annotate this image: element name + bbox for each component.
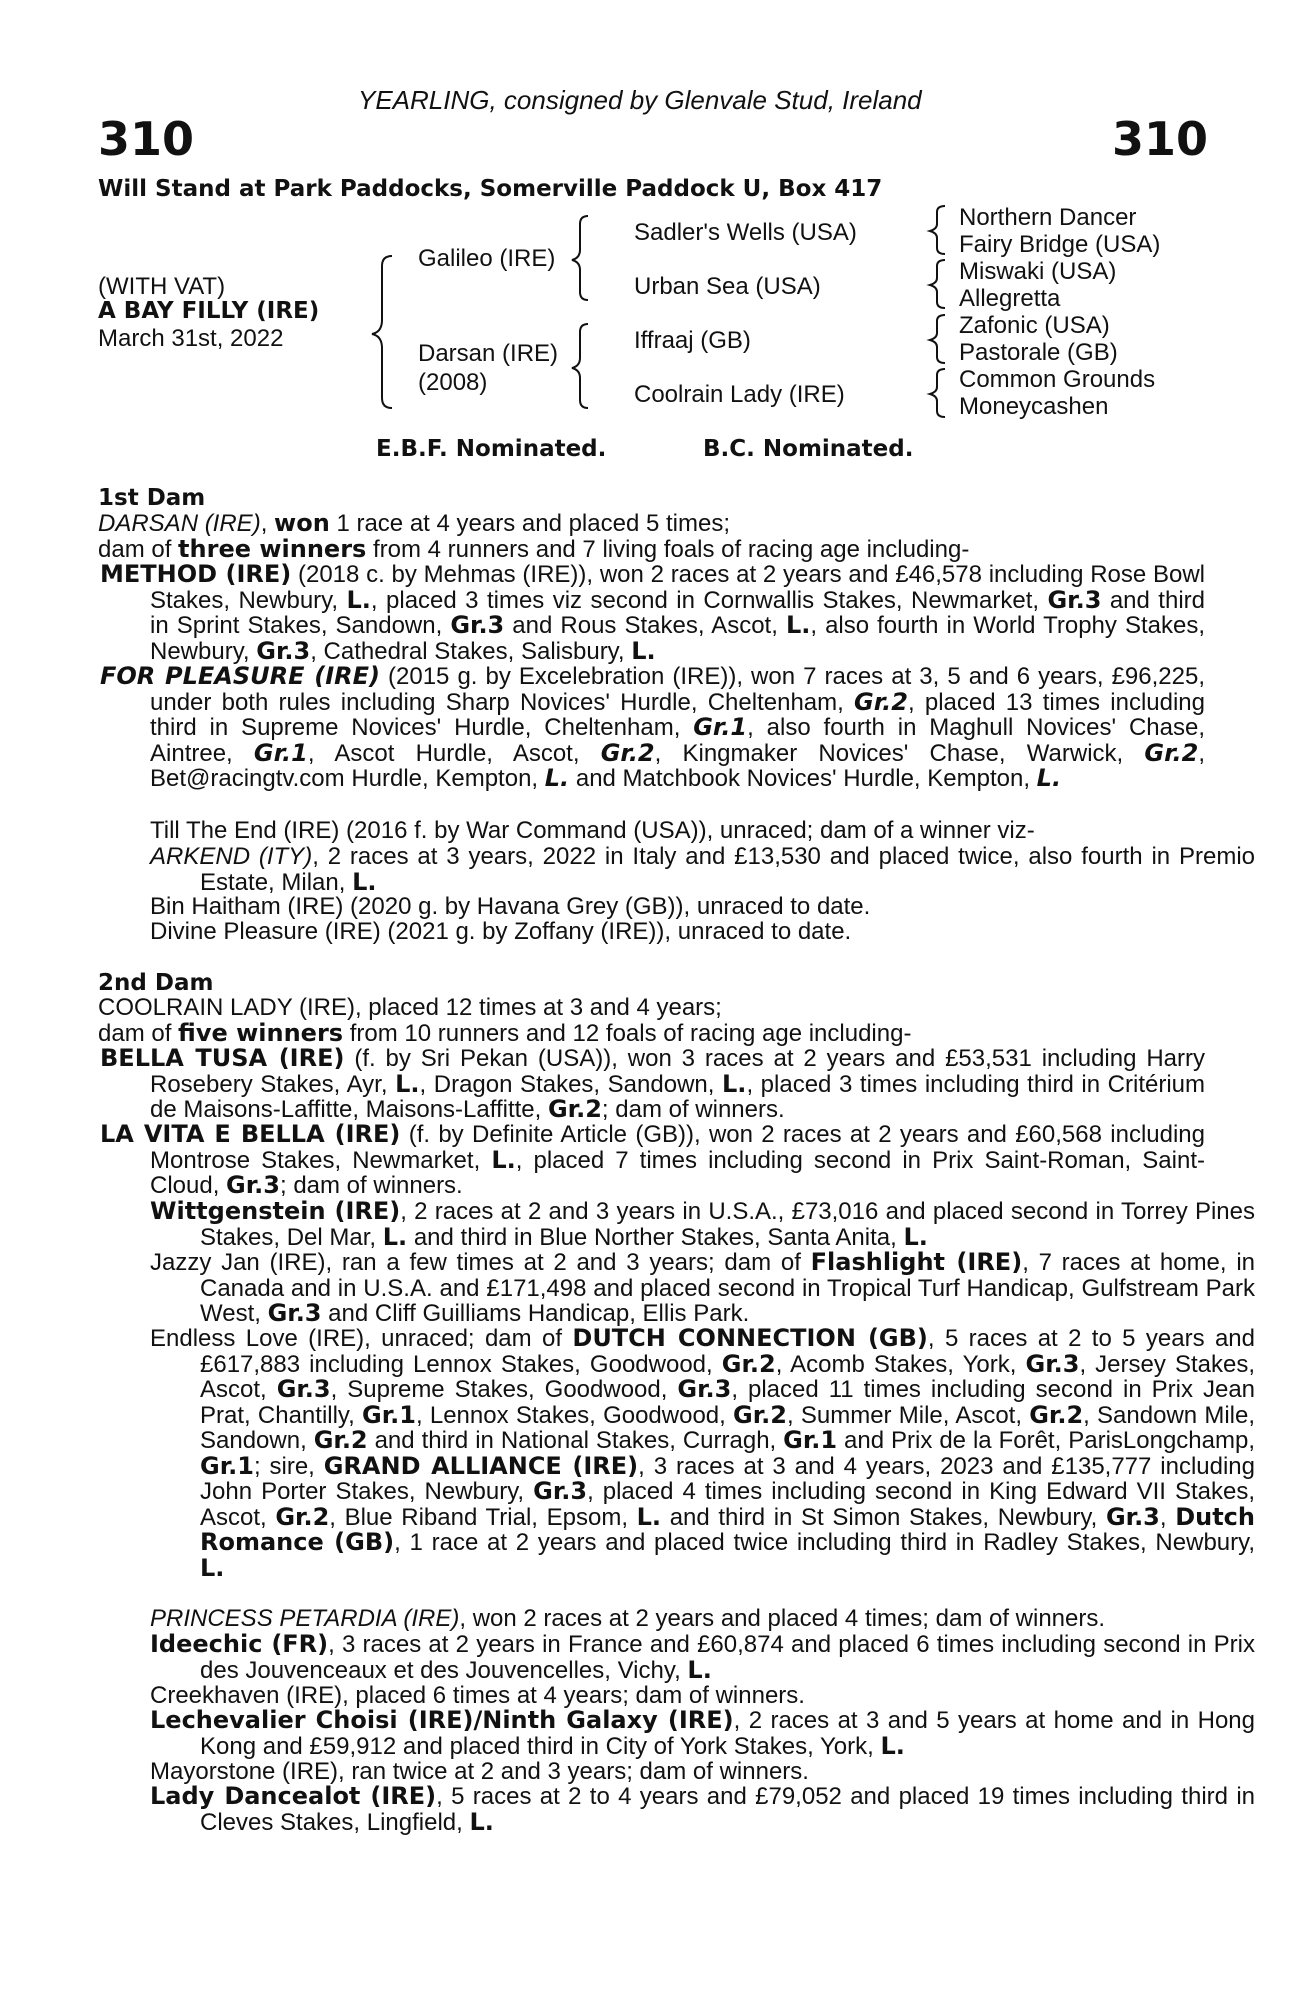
- progeny-method: METHOD (IRE) (2018 c. by Mehmas (IRE)), won 2 races at 2 years and £46,578 including Rose Bowl Stakes, Newbury, L., placed 3 times viz second in Cornwallis Stakes, Newmarket, Gr.3 and third in Sprint Stakes, Sandown, Gr.3 and Rous Stakes, Ascot, L., also fourth in World Trophy Stakes, Newbury, Gr.3, Cathedral Stakes, Salisbury, L.: [100, 560, 1206, 665]
- grandprogeny-wittgenstein: Wittgenstein (IRE), 2 races at 2 and 3 years in U.S.A., £73,016 and placed second in Torrey Pines Stakes, Del Mar, L. and third in Blue Norther Stakes, Santa Anita, L.: [150, 1197, 1255, 1251]
- stand-location: Will Stand at Park Paddocks, Somerville Paddock U, Box 417: [98, 176, 883, 202]
- lot-number-right: 310: [1111, 112, 1208, 166]
- gen3-8: Moneycashen: [959, 393, 1109, 420]
- consignor-line: YEARLING, consigned by Glenvale Stud, Ireland: [358, 85, 922, 115]
- second-dam-line1: COOLRAIN LADY (IRE), placed 12 times at 3 and 4 years;: [98, 994, 722, 1021]
- dam-dam: Coolrain Lady (IRE): [634, 381, 845, 408]
- grandprogeny-endless-love: Endless Love (IRE), unraced; dam of DUTCH CONNECTION (GB), 5 races at 2 to 5 years and £617,883 including Lennox Stakes, Goodwood, Gr.2, Acomb Stakes, York, Gr.3, Jersey Stakes, Ascot, Gr.3, Supreme Stakes, Goodwood, Gr.3, placed 11 times including second in Prix Jean Prat, Chantilly, Gr.1, Lennox Stakes, Goodwood, Gr.2, Summer Mile, Ascot, Gr.2, Sandown Mile, Sandown, Gr.2 and third in National Stakes, Curragh, Gr.1 and Prix de la Forêt, ParisLongchamp, Gr.1; sire, GRAND ALLIANCE (IRE), 3 races at 3 and 4 years, 2023 and £135,777 including John Porter Stakes, Newbury, Gr.3, placed 4 times including second in King Edward VII Stakes, Ascot, Gr.2, Blue Riband Trial, Epsom, L. and third in St Simon Stakes, Newbury, Gr.3, Dutch Romance (GB), 1 race at 2 years and placed twice including third in Radley Stakes, Newbury, L.: [150, 1324, 1256, 1582]
- gen3-2: Fairy Bridge (USA): [959, 231, 1161, 258]
- second-dam-title: 2nd Dam: [98, 970, 214, 996]
- gen3-7: Common Grounds: [959, 366, 1156, 393]
- progeny-mayorstone: Mayorstone (IRE), ran twice at 2 and 3 years; dam of winners.: [150, 1758, 809, 1785]
- sire-dam: Urban Sea (USA): [634, 273, 821, 300]
- sire: Galileo (IRE): [418, 245, 556, 272]
- progeny-divine-pleasure: Divine Pleasure (IRE) (2021 g. by Zoffany (IRE)), unraced to date.: [150, 918, 852, 945]
- progeny-bin-haitham: Bin Haitham (IRE) (2020 g. by Havana Grey (GB)), unraced to date.: [150, 893, 871, 920]
- gen3-3: Miswaki (USA): [959, 258, 1117, 285]
- progeny-for-pleasure: FOR PLEASURE (IRE) (2015 g. by Excelebration (IRE)), won 7 races at 3, 5 and 6 years, £96,225, under both rules including Sharp Novices' Hurdle, Cheltenham, Gr.2, placed 13 times including third in Supreme Novices' Hurdle, Cheltenham, Gr.1, also fourth in Maghull Novices' Chase, Aintree, Gr.1, Ascot Hurdle, Ascot, Gr.2, Kingmaker Novices' Chase, Warwick, Gr.2, Bet@racingtv.com Hurdle, Kempton, L. and Matchbook Novices' Hurdle, Kempton, L.: [100, 662, 1205, 792]
- gen3-5: Zafonic (USA): [959, 312, 1110, 339]
- ebf-nomination: E.B.F. Nominated.: [376, 436, 607, 462]
- progeny-till-the-end: Till The End (IRE) (2016 f. by War Command (USA)), unraced; dam of a winner viz-: [150, 817, 1035, 844]
- dam: Darsan (IRE): [418, 340, 559, 367]
- first-dam-line1: DARSAN (IRE), won 1 race at 4 years and placed 5 times;: [98, 509, 730, 537]
- progeny-la-vita-e-bella: LA VITA E BELLA (IRE) (f. by Definite Article (GB)), won 2 races at 2 years and £60,568 including Montrose Stakes, Newmarket, L., placed 7 times including second in Prix Saint-Roman, Saint-Cloud, Gr.3; dam of winners.: [100, 1120, 1206, 1199]
- grandprogeny-lady-dancealot: Lady Dancealot (IRE), 5 races at 2 to 4 years and £79,052 and placed 19 times including third in Cleves Stakes, Lingfield, L.: [150, 1782, 1255, 1836]
- horse-name: A BAY FILLY (IRE): [98, 298, 320, 324]
- lot-number-left: 310: [98, 112, 195, 166]
- first-dam-title: 1st Dam: [98, 485, 206, 511]
- grandprogeny-jazzy-jan: Jazzy Jan (IRE), ran a few times at 2 and 3 years; dam of Flashlight (IRE), 7 races at home, in Canada and in U.S.A. and £171,498 and placed second in Tropical Turf Handicap, Gulfstream Park West, Gr.3 and Cliff Guilliams Handicap, Ellis Park.: [150, 1248, 1255, 1327]
- gen3-6: Pastorale (GB): [959, 339, 1118, 366]
- progeny-bella-tusa: BELLA TUSA (IRE) (f. by Sri Pekan (USA)), won 3 races at 2 years and £53,531 including Harry Rosebery Stakes, Ayr, L., Dragon Stakes, Sandown, L., placed 3 times including third in Critérium de Maisons-Laffitte, Maisons-Laffitte, Gr.2; dam of winners.: [100, 1044, 1206, 1123]
- second-dam-line2: dam of five winners from 10 runners and 12 foals of racing age including-: [98, 1019, 912, 1047]
- progeny-creekhaven: Creekhaven (IRE), placed 6 times at 4 years; dam of winners.: [150, 1682, 805, 1709]
- vat-note: (WITH VAT): [98, 273, 226, 300]
- first-dam-line2: dam of three winners from 4 runners and 7 living foals of racing age including-: [98, 535, 970, 563]
- bc-nomination: B.C. Nominated.: [703, 436, 914, 462]
- sire-sire: Sadler's Wells (USA): [634, 219, 857, 246]
- progeny-princess-petardia: PRINCESS PETARDIA (IRE), won 2 races at 2 years and placed 4 times; dam of winners.: [150, 1605, 1106, 1632]
- gen3-1: Northern Dancer: [959, 204, 1137, 231]
- grandprogeny-lechevalier-choisi: Lechevalier Choisi (IRE)/Ninth Galaxy (IRE), 2 races at 3 and 5 years at home and in Hong Kong and £59,912 and placed third in City of York Stakes, York, L.: [150, 1706, 1255, 1760]
- dam-year: (2008): [418, 369, 488, 396]
- gen3-4: Allegretta: [959, 285, 1061, 312]
- progeny-arkend: ARKEND (ITY), 2 races at 3 years, 2022 in Italy and £13,530 and placed twice, also fourth in Premio Estate, Milan, L.: [150, 843, 1255, 896]
- foaling-date: March 31st, 2022: [98, 325, 284, 352]
- dam-sire: Iffraaj (GB): [634, 327, 751, 354]
- grandprogeny-ideechic: Ideechic (FR), 3 races at 2 years in France and £60,874 and placed 6 times including second in Prix des Jouvenceaux et des Jouvencelles, Vichy, L.: [150, 1630, 1255, 1684]
